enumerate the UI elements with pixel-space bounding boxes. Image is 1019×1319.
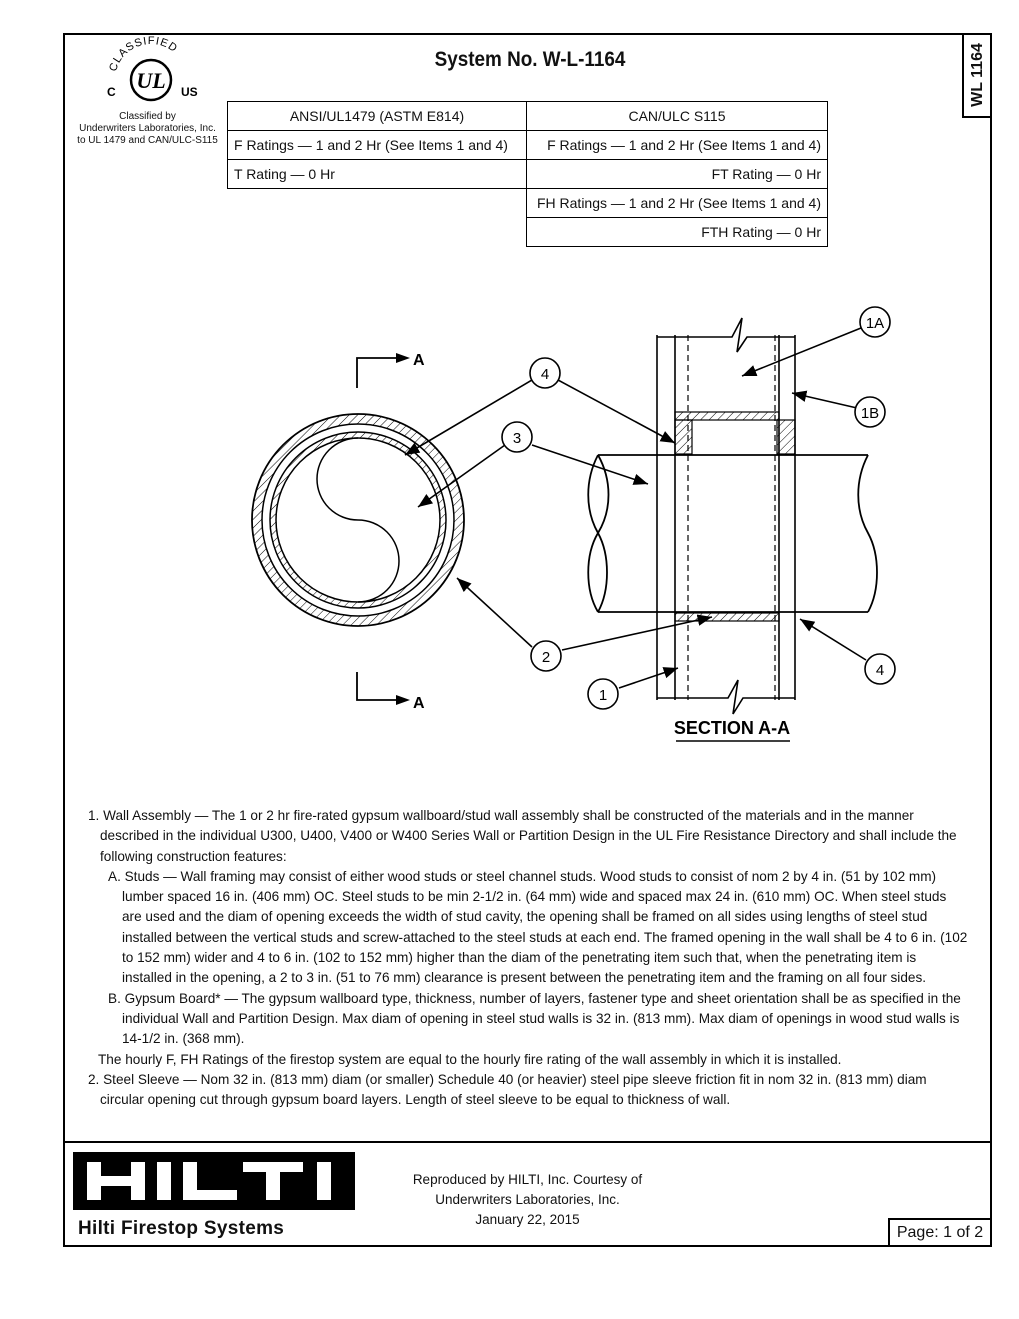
callout-2 [531,641,561,671]
svg-text:HILTI: HILTI [212,1186,216,1187]
callout-1b [855,397,885,427]
wall-section [657,318,795,714]
svg-text:A: A [413,352,425,369]
note-gypsum-board: B. Gypsum Board* — The gypsum wallboard type, thickness, number of layers, fastener type and sheet orientation shall be as specified in the individual Wall and Partition Design. Max diam of opening in steel stud walls is 32 in. (813 mm). Max diam of openings in wood stud walls is 14-1/2 in. (368 mm). [108,990,961,1047]
svg-text:1A: 1A [865,315,885,332]
side-tab-label: WL 1164 [969,42,986,107]
note-steel-sleeve: 2. Steel Sleeve — Nom 32 in. (813 mm) diam (or smaller) Schedule 40 (or heavier) steel pipe sleeve friction fit in nom 32 in. (813 mm) diam circular opening cut through gypsum board layers. Length of steel sleeve to be equal to thickness of wall. [88,1071,927,1108]
callout-3 [502,422,532,452]
ul-c-mark: C [107,85,116,99]
callout-1a [860,307,890,337]
section-label: SECTION A-A [673,718,791,738]
callout-4-bottom [865,654,895,684]
note-studs: A. Studs — Wall framing may consist of either wood studs or steel channel studs. Wood studs to consist of nom 2 by 4 in. (51 by 102 mm) lumber spaced 16 in. (406 mm) OC. Steel studs to be min 2-1/2 in. (64 mm) wide and spaced max 24 in. (610 mm) OC. When steel studs are used and the diam of opening exceeds the width of stud cavity, the opening shall be framed on all sides using lengths of steel stud installed between the vertical studs and screw-attached to the steel studs at each end. The framed opening in the wall shall be 4 to 6 in. (102 to 152 mm) wider and 4 to 6 in. (102 to 152 mm) higher than the diam of the penetrating item such that, when the penetrating item is installed in the opening, a 2 to 3 in. (51 to 76 mm) clearance is present between the penetrating item and the framing on all four sides. [108,868,968,986]
ansi-f-rating: F Ratings — 1 and 2 Hr (See Items 1 and 4) [228,131,527,160]
can-fh-rating: FH Ratings — 1 and 2 Hr (See Items 1 and 4) [527,189,828,218]
ansi-header: ANSI/UL1479 (ASTM E814) [228,102,527,131]
svg-text:4: 4 [875,662,885,679]
leader-lines [405,328,866,688]
hilti-logo [73,1152,355,1210]
note-wall-assembly: 1. Wall Assembly — The 1 or 2 hr fire-rated gypsum wallboard/stud wall assembly shall be constructed of the materials and in the manner described in the individual U300, U400, V400 or W400 Series Wall or Partition Design in the UL Fire Resistance Directory and shall include the following construction features: [88,808,957,864]
svg-text:A: A [413,695,425,712]
classified-arc-text: CLASSIFIED [107,36,180,74]
note-hourly-ratings: The hourly F, FH Ratings of the firestop system are equal to the hourly fire rating of the wall assembly in which it is installed. [98,1051,842,1067]
section-marker-bottom [357,672,425,712]
page-title: System No. W-L-1164 [434,48,626,71]
can-f-rating: F Ratings — 1 and 2 Hr (See Items 1 and 4) [527,131,828,160]
ul-caption: Classified by Underwriters Laboratories, Inc. to UL 1479 and CAN/ULC-S115 [77,111,218,146]
callouts [502,307,895,709]
ul-logo-text: UL [136,68,166,93]
section-marker-top [357,352,425,388]
ansi-t-rating: T Rating — 0 Hr [228,160,527,189]
pipe-cross-section [252,414,464,626]
svg-text:2: 2 [541,649,551,666]
page-number: Page: 1 of 2 [888,1218,992,1247]
footer-divider [63,1141,992,1143]
hilti-brand: Hilti Firestop Systems [78,1218,285,1239]
ul-us-mark: US [181,85,198,99]
can-fth-rating: FTH Rating — 0 Hr [527,218,828,247]
svg-text:1: 1 [598,687,608,704]
can-header: CAN/ULC S115 [527,102,828,131]
system-notes [88,806,968,1110]
can-ft-rating: FT Rating — 0 Hr [527,160,828,189]
reproduction-note: Reproduced by HILTI, Inc. Courtesy of Underwriters Laboratories, Inc. January 22, 2015 [412,1172,643,1227]
callout-1 [588,679,618,709]
svg-text:3: 3 [512,430,522,447]
callout-4-top [530,358,560,388]
svg-text:1B: 1B [860,405,880,422]
svg-text:4: 4 [540,366,550,383]
